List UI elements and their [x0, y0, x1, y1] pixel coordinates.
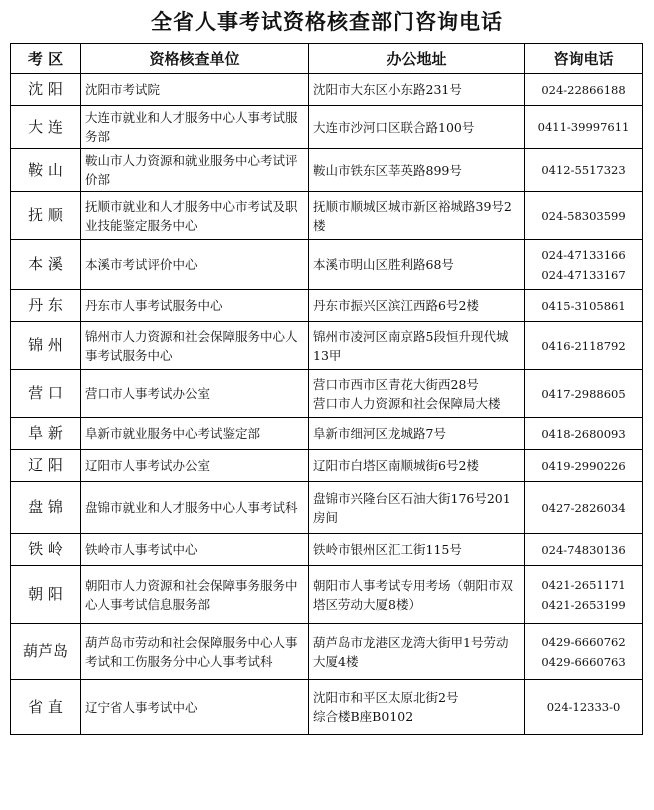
phone-number: 0427-2826034	[541, 500, 626, 515]
address-line: 盘锦市兴隆台区石油大街176号201房间	[313, 490, 511, 525]
phone-cell	[525, 566, 643, 624]
region-cell: 省 直	[11, 680, 81, 735]
phone-number: 0418-2680093	[541, 426, 626, 441]
address-cell	[309, 680, 525, 735]
phone-cell	[525, 149, 643, 192]
phone-cell	[525, 418, 643, 450]
page-title: 全省人事考试资格核查部门咨询电话	[151, 9, 503, 34]
address-cell	[309, 566, 525, 624]
phone-number: 0417-2988605	[541, 386, 626, 401]
region-cell: 铁 岭	[11, 534, 81, 566]
phone-number: 024-47133166	[541, 247, 626, 262]
address-line: 沈阳市和平区太原北街2号	[313, 690, 459, 705]
unit-cell: 盘锦市就业和人才服务中心人事考试科	[81, 482, 309, 534]
phone-number: 024-22866188	[541, 82, 626, 97]
table-row	[11, 534, 643, 566]
address-line: 本溪市明山区胜利路68号	[313, 257, 454, 272]
address-line: 沈阳市大东区小东路231号	[313, 82, 462, 97]
region-cell: 沈 阳	[11, 74, 81, 106]
table-row	[11, 450, 643, 482]
region-cell: 本 溪	[11, 240, 81, 290]
address-cell	[309, 290, 525, 322]
table-row	[11, 624, 643, 680]
table-row	[11, 322, 643, 370]
unit-cell: 铁岭市人事考试中心	[81, 534, 309, 566]
table-row	[11, 240, 643, 290]
phone-cell	[525, 290, 643, 322]
table-row	[11, 74, 643, 106]
address-cell	[309, 418, 525, 450]
phone-number: 0415-3105861	[541, 298, 626, 313]
table-row	[11, 482, 643, 534]
address-line: 葫芦岛市龙港区龙湾大街甲1号劳动大厦4楼	[313, 634, 509, 669]
region-cell: 丹 东	[11, 290, 81, 322]
unit-cell: 锦州市人力资源和社会保障服务中心人事考试服务中心	[81, 322, 309, 370]
unit-cell: 营口市人事考试办公室	[81, 370, 309, 418]
address-line: 辽阳市白塔区南顺城街6号2楼	[313, 458, 479, 473]
address-cell	[309, 74, 525, 106]
region-cell: 大 连	[11, 106, 81, 149]
phone-cell	[525, 74, 643, 106]
table-row	[11, 192, 643, 240]
unit-cell: 辽阳市人事考试办公室	[81, 450, 309, 482]
phone-cell	[525, 624, 643, 680]
region-cell: 营 口	[11, 370, 81, 418]
unit-cell: 鞍山市人力资源和就业服务中心考试评价部	[81, 149, 309, 192]
address-line: 锦州市凌河区南京路5段恒升现代城13甲	[313, 328, 509, 363]
phone-number: 0421-2653199	[541, 597, 626, 612]
region-cell: 鞍 山	[11, 149, 81, 192]
address-cell	[309, 240, 525, 290]
table-row	[11, 418, 643, 450]
phone-cell	[525, 534, 643, 566]
address-line: 阜新市细河区龙城路7号	[313, 426, 446, 441]
phone-cell	[525, 450, 643, 482]
phone-number: 024-74830136	[541, 542, 626, 557]
phone-number: 0429-6660763	[541, 654, 626, 669]
table-header-row	[11, 44, 643, 74]
address-cell	[309, 322, 525, 370]
unit-cell: 丹东市人事考试服务中心	[81, 290, 309, 322]
address-line: 铁岭市银州区汇工街115号	[313, 542, 462, 557]
address-line: 大连市沙河口区联合路100号	[313, 119, 475, 135]
header-phone: 咨询电话	[525, 44, 643, 74]
region-cell: 抚 顺	[11, 192, 81, 240]
phone-number: 0412-5517323	[541, 163, 626, 177]
address-cell	[309, 106, 525, 149]
address-cell	[309, 149, 525, 192]
address-line: 丹东市振兴区滨江西路6号2楼	[313, 298, 479, 313]
address-line: 营口市人力资源和社会保障局大楼	[313, 395, 501, 411]
address-cell	[309, 482, 525, 534]
phone-number: 0411-39997611	[537, 120, 630, 134]
phone-cell	[525, 192, 643, 240]
phone-number: 0421-2651171	[541, 577, 626, 592]
phone-number: 024-58303599	[541, 208, 626, 223]
unit-cell: 葫芦岛市劳动和社会保障服务中心人事考试和工伤服务分中心人事考试科	[81, 624, 309, 680]
contact-table	[10, 43, 643, 735]
phone-number: 0429-6660762	[541, 634, 626, 649]
phone-number: 024-47133167	[541, 267, 626, 282]
unit-cell: 沈阳市考试院	[81, 74, 309, 106]
phone-cell	[525, 240, 643, 290]
phone-cell	[525, 680, 643, 735]
header-address: 办公地址	[309, 44, 525, 74]
phone-number: 0419-2990226	[541, 458, 626, 473]
header-region: 考 区	[11, 44, 81, 74]
header-unit: 资格核查单位	[81, 44, 309, 74]
address-line: 抚顺市顺城区城市新区裕城路39号2楼	[313, 198, 512, 233]
region-cell: 锦 州	[11, 322, 81, 370]
address-cell	[309, 450, 525, 482]
address-cell	[309, 534, 525, 566]
address-cell	[309, 192, 525, 240]
region-cell: 葫芦岛	[11, 624, 81, 680]
region-cell: 盘 锦	[11, 482, 81, 534]
table-row	[11, 566, 643, 624]
table-row	[11, 106, 643, 149]
table-row	[11, 149, 643, 192]
phone-cell	[525, 370, 643, 418]
unit-cell: 本溪市考试评价中心	[81, 240, 309, 290]
address-line: 营口市西市区青花大街西28号	[313, 376, 479, 392]
table-row	[11, 290, 643, 322]
region-cell: 朝 阳	[11, 566, 81, 624]
address-line: 综合楼B座B0102	[313, 709, 414, 724]
address-line: 朝阳市人事考试专用考场（朝阳市双塔区劳动大厦8楼）	[313, 577, 514, 612]
phone-number: 024-12333-0	[546, 700, 621, 714]
unit-cell: 辽宁省人事考试中心	[81, 680, 309, 735]
phone-cell	[525, 482, 643, 534]
unit-cell: 抚顺市就业和人才服务中心市考试及职业技能鉴定服务中心	[81, 192, 309, 240]
unit-cell: 阜新市就业服务中心考试鉴定部	[81, 418, 309, 450]
table-row	[11, 370, 643, 418]
phone-cell	[525, 106, 643, 149]
phone-cell	[525, 322, 643, 370]
phone-number: 0416-2118792	[541, 338, 626, 353]
unit-cell: 大连市就业和人才服务中心人事考试服务部	[81, 106, 309, 149]
region-cell: 阜 新	[11, 418, 81, 450]
address-cell	[309, 624, 525, 680]
address-line: 鞍山市铁东区莘英路899号	[313, 162, 462, 178]
region-cell: 辽 阳	[11, 450, 81, 482]
table-row	[11, 680, 643, 735]
unit-cell: 朝阳市人力资源和社会保障事务服务中心人事考试信息服务部	[81, 566, 309, 624]
address-cell	[309, 370, 525, 418]
